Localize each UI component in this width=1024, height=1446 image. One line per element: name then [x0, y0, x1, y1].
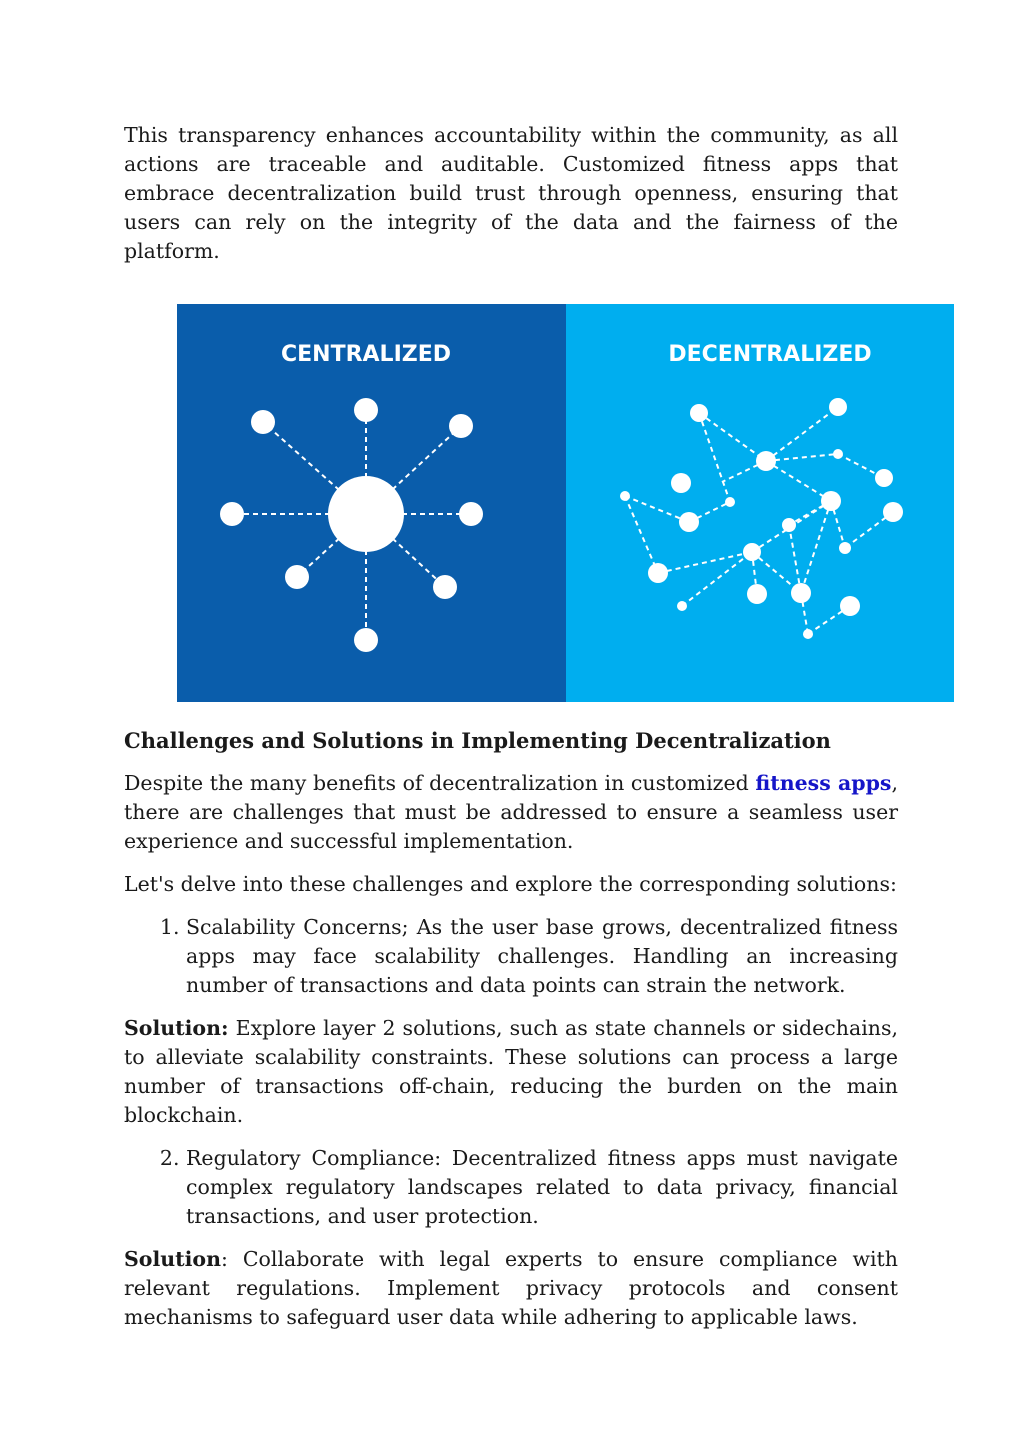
node — [449, 414, 473, 438]
node — [285, 565, 309, 589]
solution-2-label: Solution — [124, 1247, 222, 1271]
network-diagram — [177, 304, 954, 702]
decentralized-label: DECENTRALIZED — [668, 342, 872, 367]
centralized-vs-decentralized-figure — [177, 304, 954, 702]
node — [354, 628, 378, 652]
list-item-scalability: 1. Scalability Concerns; As the user base grows, decentralized fitness apps may face scalability challenges. Handling an increasing number of transactions and data points can strain the network. — [186, 913, 898, 1000]
node — [220, 502, 244, 526]
solution-1-paragraph — [124, 1014, 898, 1130]
p1-text-after: , there are challenges that must be addressed to ensure a seamless user experience and successful implementation. — [124, 771, 898, 853]
challenge-list-2 — [124, 1144, 898, 1231]
centralized-label: CENTRALIZED — [280, 342, 452, 367]
node — [677, 601, 687, 611]
intro-paragraph: This transparency enhances accountability within the community, as all actions are traceable and auditable. Customized fitness apps that embrace decentralization build trust through openness, ensuring that users can rely on the integrity of the data and the fairness of the platform. — [124, 123, 898, 263]
solution-2-text: : Collaborate with legal experts to ensure compliance with relevant regulations. Implement privacy protocols and consent mechanisms to safeguard user data while adhering to applicable laws. — [124, 1247, 898, 1329]
node — [648, 563, 668, 583]
solution-1-text: Explore layer 2 solutions, such as state channels or sidechains, to alleviate scalability constraints. These solutions can process a large number of transactions off-chain, reducing the burden on the main blockchain. — [124, 1016, 898, 1127]
node — [620, 491, 630, 501]
node — [690, 404, 708, 422]
node — [803, 629, 813, 639]
node — [459, 502, 483, 526]
node — [747, 584, 767, 604]
node — [251, 410, 275, 434]
node — [756, 451, 776, 471]
node — [829, 398, 847, 416]
node — [743, 543, 761, 561]
node — [883, 502, 903, 522]
challenges-section — [124, 727, 898, 1346]
solution-1-label: Solution: — [124, 1016, 229, 1040]
list-item-regulatory: 2. Regulatory Compliance: Decentralized fitness apps must navigate complex regulatory landscapes related to data privacy, financial transactions, and user protection. — [186, 1144, 898, 1231]
node — [839, 542, 851, 554]
node — [354, 398, 378, 422]
delve-paragraph: Let's delve into these challenges and explore the corresponding solutions: — [124, 872, 897, 896]
node — [679, 512, 699, 532]
challenge-list-1 — [124, 913, 898, 1000]
p1-text-before: Despite the many benefits of decentralization in customized — [124, 771, 756, 795]
section-heading: Challenges and Solutions in Implementing Decentralization — [124, 728, 831, 753]
central-hub-node — [328, 476, 404, 552]
node — [671, 473, 691, 493]
challenges-intro-paragraph — [124, 769, 898, 856]
node — [840, 596, 860, 616]
node — [782, 518, 796, 532]
fitness-apps-link[interactable]: fitness apps — [755, 771, 892, 795]
node — [725, 497, 735, 507]
node — [821, 491, 841, 511]
solution-2-paragraph — [124, 1245, 898, 1332]
node — [791, 583, 811, 603]
node — [833, 449, 843, 459]
node — [875, 469, 893, 487]
node — [433, 575, 457, 599]
